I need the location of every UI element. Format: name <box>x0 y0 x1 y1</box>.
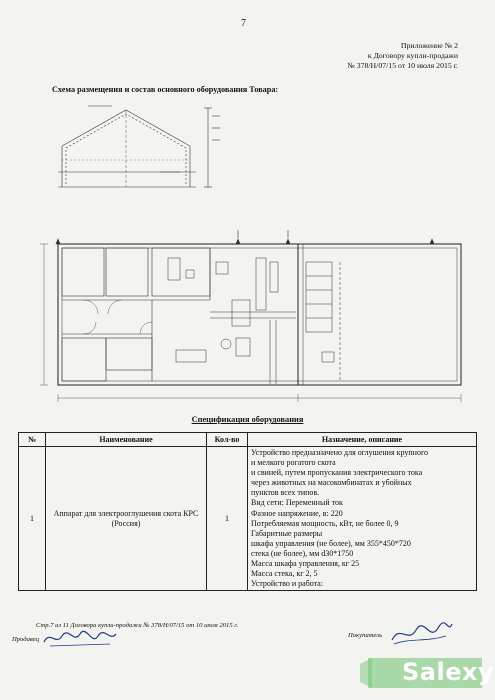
table-row <box>19 447 477 591</box>
desc-line: пунктов всех типов. <box>251 488 320 498</box>
desc-line: Потребляемая мощность, кВт, не более 0, 9 <box>251 518 399 528</box>
desc-line: Масса стека, кг 2, 5 <box>251 569 318 579</box>
salexy-watermark <box>358 654 495 692</box>
desc-line: через животных на масокомбинатах и убойных <box>251 478 412 488</box>
specification-title: Спецификация оборудования <box>191 415 304 424</box>
col-header-name: Наименование <box>46 433 207 447</box>
seller-label: Продавец <box>12 636 39 643</box>
contract-ref: к Договору купли-продажи <box>367 51 458 60</box>
appendix-number: Приложение № 2 <box>400 41 458 50</box>
plan-outer-wall <box>58 244 461 385</box>
desc-line: Устройство предназначено для оглушения крупного <box>251 448 429 457</box>
desc-line: Фазное напряжение, в: 220 <box>251 508 343 518</box>
table-header-row <box>19 433 477 447</box>
col-header-purpose: Назначение, описание <box>248 433 477 447</box>
scheme-title: Схема размещения и состав основного оборудования Товара: <box>52 85 279 94</box>
desc-line: Габаритные размеры <box>251 528 323 538</box>
seller-signature <box>40 628 120 650</box>
watermark-text: Salexy <box>402 658 495 686</box>
row-name: Аппарат для электрооглушения скота КРС (Россия) <box>46 447 207 591</box>
buyer-label: Покупатель <box>348 632 383 639</box>
specification-table <box>18 432 477 591</box>
page-number: 7 <box>241 18 246 29</box>
buyer-signature <box>386 620 456 648</box>
col-header-qty: Кол-во <box>207 433 248 447</box>
desc-line: и свиней, путем пропускания электрического тока <box>251 468 423 478</box>
desc-line: Вид сети: Переменный ток <box>251 498 343 508</box>
row-qty: 1 <box>207 447 248 591</box>
desc-line: и мелкого рогатого скота <box>251 458 336 468</box>
desc-line: шкафа управления (не более), мм 355*450*720 <box>251 538 411 548</box>
desc-line: стека (не более), мм d30*1750 <box>251 548 354 558</box>
col-header-number: № <box>19 433 46 447</box>
row-description <box>248 447 477 591</box>
contract-number: № 378/Н/07/15 от 10 июля 2015 г. <box>347 61 458 70</box>
desc-line: Устройство и работа: <box>251 579 324 589</box>
page-footer: Стр.7 из 11 Договора купли-продажи № 378/Н/07/15 от 10 июля 2015 г. <box>36 622 239 629</box>
desc-line: Масса шкафа управления, кг 25 <box>251 559 360 569</box>
row-number: 1 <box>19 447 46 591</box>
